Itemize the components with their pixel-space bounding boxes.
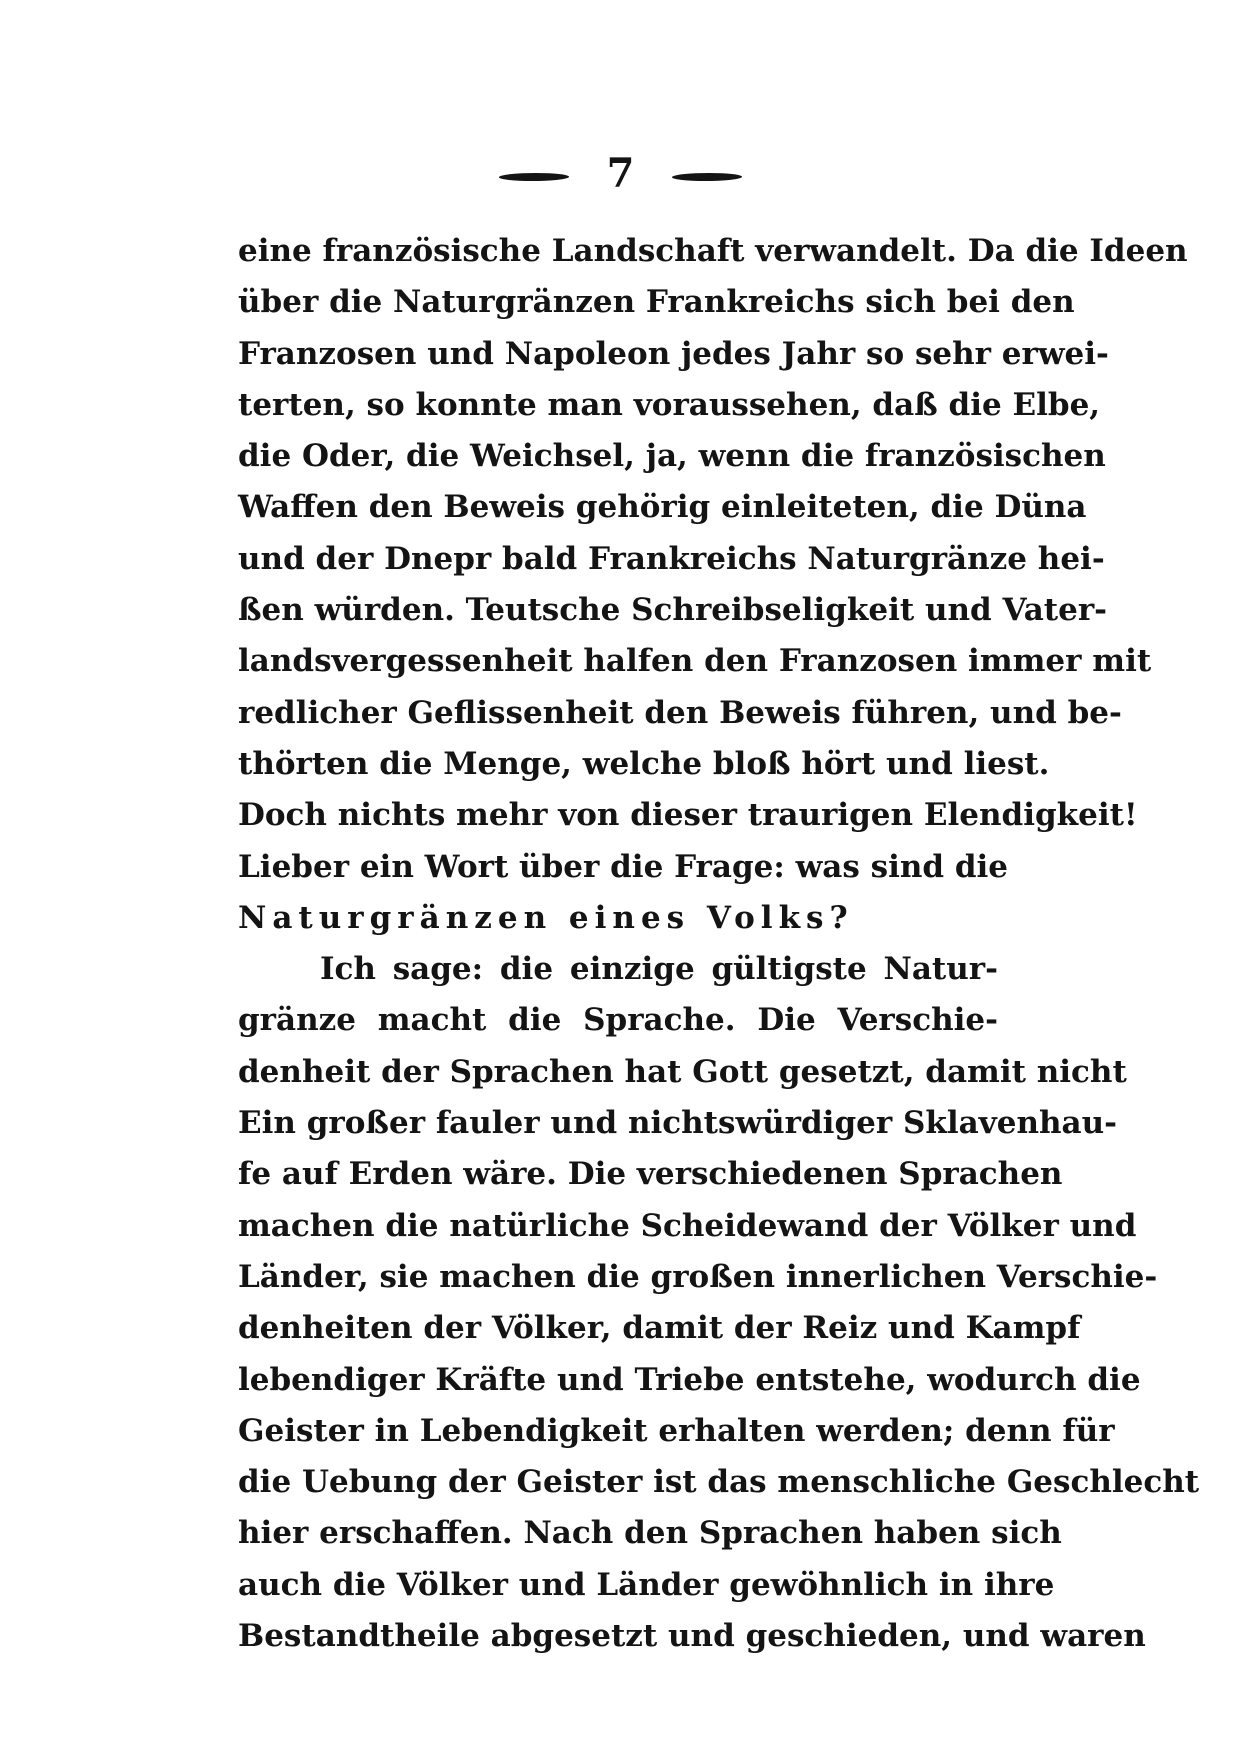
text-line: denheiten der Völker, damit der Reiz und Kampf: [238, 1310, 1081, 1347]
text-line: terten, so konnte man voraussehen, daß die Elbe,: [238, 386, 1101, 423]
text-line: thörten die Menge, welche bloß hört und liest.: [238, 745, 1050, 782]
text-line: Franzosen und Napoleon jedes Jahr so sehr erwei-: [238, 335, 1109, 372]
text-line: machen die natürliche Scheidewand der Völker und: [238, 1207, 1137, 1244]
text-line: fe auf Erden wäre. Die verschiedenen Sprachen: [238, 1156, 1063, 1193]
text-line: auch die Völker und Länder gewöhnlich in ihre: [238, 1566, 1055, 1603]
text-line: ßen würden. Teutsche Schreibseligkeit und Vater-: [238, 592, 1108, 629]
ornament-right: [670, 173, 744, 181]
page-body: [238, 226, 1200, 1662]
page-header: [0, 150, 1241, 198]
text-line: Ich sage: die einzige gültigste Natur-: [320, 951, 998, 988]
text-line: Länder, sie machen die großen innerlichen Verschie-: [238, 1258, 1158, 1295]
text-line: hier erschaffen. Nach den Sprachen haben sich: [238, 1515, 1062, 1552]
text-line: Geister in Lebendigkeit erhalten werden; denn für: [238, 1412, 1115, 1449]
text-line: eine französische Landschaft verwandelt. Da die Ideen: [238, 233, 1188, 269]
text-line: und der Dnepr bald Frankreichs Naturgränze hei-: [238, 540, 1105, 577]
text-line: redlicher Geflissenheit den Beweis führen, und be-: [238, 694, 1122, 731]
text-line: Ein großer fauler und nichtswürdiger Sklavenhau-: [238, 1105, 1118, 1142]
text-line: landsvergessenheit halfen den Franzosen immer mit: [238, 643, 1152, 680]
text-line: Lieber ein Wort über die Frage: was sind die: [238, 848, 1009, 885]
text-line: Waffen den Beweis gehörig einleiteten, die Düna: [238, 489, 1087, 526]
page-number: 7: [606, 150, 635, 197]
text-line: die Oder, die Weichsel, ja, wenn die französischen: [238, 438, 1106, 475]
text-line: über die Naturgränzen Frankreichs sich bei den: [238, 284, 1075, 321]
text-line: lebendiger Kräfte und Triebe entstehe, wodurch die: [238, 1361, 1141, 1398]
text-line: denheit der Sprachen hat Gott gesetzt, damit nicht: [238, 1053, 1127, 1090]
text-line: Naturgränzen eines Volks?: [238, 899, 854, 936]
text-line: Doch nichts mehr von dieser traurigen Elendigkeit!: [238, 797, 1138, 834]
text-line: Bestandtheile abgesetzt und geschieden, und waren: [238, 1618, 1146, 1655]
ornament-left: [497, 173, 571, 181]
text-line: die Uebung der Geister ist das menschliche Geschlecht: [238, 1464, 1200, 1501]
text-line: gränze macht die Sprache. Die Verschie-: [238, 1002, 998, 1039]
